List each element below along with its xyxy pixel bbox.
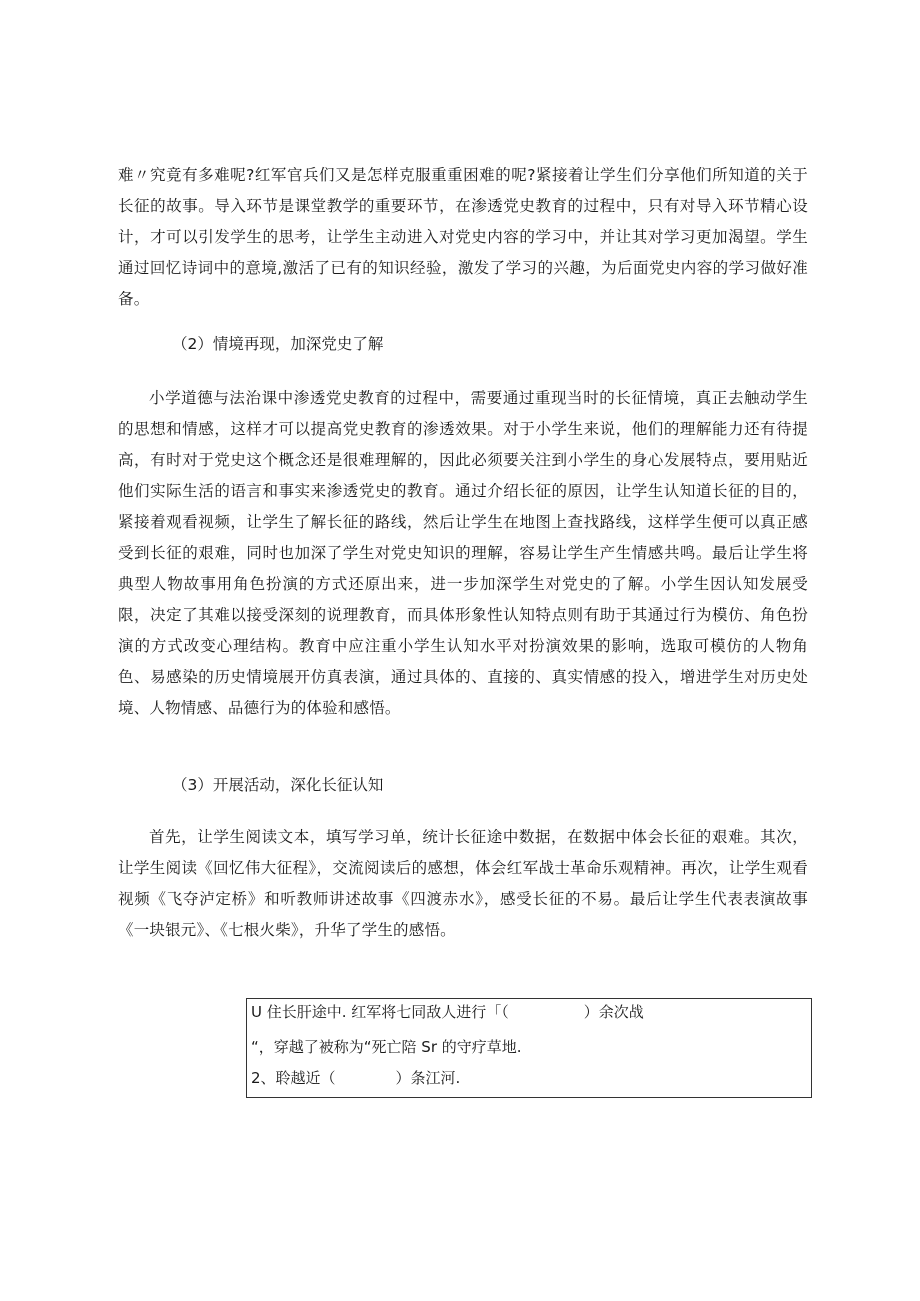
paragraph-intro-continuation: 难〃究竟有多难呢?红军官兵们又是怎样克服重重困难的呢?紧接着让学生们分享他们所知道的关于长征的故事。导入环节是课堂教学的重要环节，在渗透党史教育的过程中，只有对导入环节精心设计，才可以引发学生的思考，让学生主动进入对党史内容的学习中，并让其对学习更加渴望。学生通过回忆诗词中的意境,激活了已有的知识经验，激发了学习的兴趣，为后面党史内容的学习做好准备。: [118, 166, 808, 308]
section-heading-3: （3）开展活动，深化长征认知: [172, 776, 384, 794]
worksheet-line-2: “，穿越了被称为“死亡陪 Sr 的守疗草地.: [251, 1038, 522, 1056]
worksheet-line-1: U 住长肝途中. 红军将七同敌人进行「（ ）余次战: [251, 1003, 644, 1021]
paragraph-situation-reenactment: 小学道德与法治课中渗透党史教育的过程中，需要通过重现当时的长征情境，真正去触动学生的思想和情感，这样才可以提高党史教育的渗透效果。对于小学生来说，他们的理解能力还有待提高，有时对于党史这个概念还是很难理解的，因此必须要关注到小学生的身心发展特点，要用贴近他们实际生活的语言和事实来渗透党史的教育。通过介绍长征的原因，让学生认知道长征的目的，紧接着观看视频，让学生了解长征的路线，然后让学生在地图上查找路线，这样学生便可以真正感受到长征的艰难，同时也加深了学生对党史知识的理解，容易让学生产生情感共鸣。最后让学生将典型人物故事用角色扮演的方式还原出来，进一步加深学生对党史的了解。小学生因认知发展受限，决定了其难以接受深刻的说理教育，而具体形象性认知特点则有助于其通过行为模仿、角色扮演的方式改变心理结构。教育中应注重小学生认知水平对扮演效果的影响，选取可模仿的人物角色、易感染的历史情境展开仿真表演，通过具体的、直接的、真实情感的投入，增进学生对历史处境、人物情感、品德行为的体验和感悟。: [118, 389, 808, 717]
worksheet-box: [246, 998, 812, 1098]
paragraph-activities: 首先，让学生阅读文本，填写学习单，统计长征途中数据，在数据中体会长征的艰难。其次，让学生阅读《回忆伟大征程》，交流阅读后的感想，体会红军战士革命乐观精神。再次，让学生观看视频《飞夺泸定桥》和听教师讲述故事《四渡赤水》，感受长征的不易。最后让学生代表表演故事《一块银元》、《七根火柴》，升华了学生的感悟。: [118, 828, 808, 939]
worksheet-line-3: 2、聆越近（ ）条江河.: [251, 1069, 461, 1087]
section-heading-2: （2）情境再现，加深党史了解: [172, 335, 384, 353]
